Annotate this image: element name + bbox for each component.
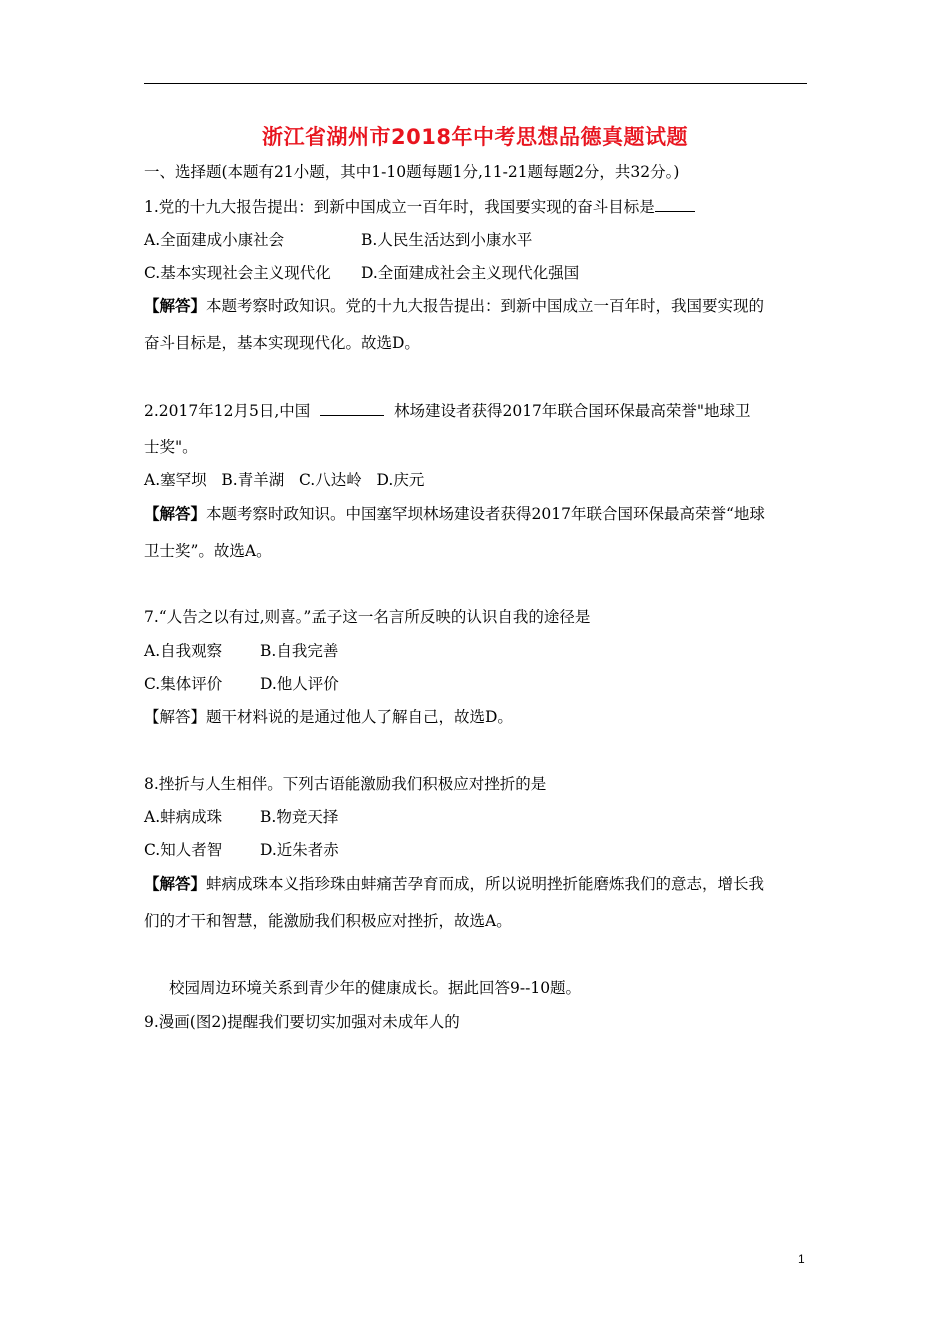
header-rule [144, 83, 807, 84]
question-8-answer [144, 874, 764, 894]
question-8-option-c: C.知人者智 [144, 841, 223, 859]
question-8-option-d: D.近朱者赤 [260, 841, 339, 859]
section-header: 一、选择题(本题有21小题，其中1-10题每题1分,11-21题每题2分，共32分。) [144, 163, 680, 181]
question-1-text: 1.党的十九大报告提出：到新中国成立一百年时，我国要实现的奋斗目标是 [144, 198, 655, 216]
question-2-answer-cont: 卫士奖”。故选A。 [144, 542, 272, 560]
question-2-stem [144, 401, 751, 421]
question-8-option-a: A.蚌病成珠 [144, 808, 223, 826]
answer-text: 蚌病成珠本义指珍珠由蚌痛苦孕育而成，所以说明挫折能磨炼我们的意志，增长我 [206, 875, 765, 893]
question-8-stem: 8.挫折与人生相伴。下列古语能激励我们积极应对挫折的是 [144, 775, 547, 793]
question-7-stem: 7.“人告之以有过,则喜。”孟子这一名言所反映的认识自我的途径是 [144, 608, 591, 626]
answer-blank [320, 401, 384, 416]
question-2-text-pre: 2.2017年12月5日,中国 [144, 402, 311, 420]
page-number: 1 [798, 1252, 805, 1266]
question-2-answer [144, 504, 765, 524]
question-7-answer: 【解答】题干材料说的是通过他人了解自己，故选D。 [144, 708, 513, 726]
question-1-answer [144, 296, 764, 316]
answer-blank [655, 197, 695, 212]
question-9-stem: 9.漫画(图2)提醒我们要切实加强对未成年人的 [144, 1013, 460, 1031]
question-2-options: A.塞罕坝 B.青羊湖 C.八达岭 D.庆元 [144, 471, 425, 489]
answer-text: 本题考察时政知识。中国塞罕坝林场建设者获得2017年联合国环保最高荣誉“地球 [206, 505, 765, 523]
question-1-stem [144, 197, 695, 217]
question-2-text-post: 林场建设者获得2017年联合国环保最高荣誉"地球卫 [393, 402, 751, 420]
question-7-option-d: D.他人评价 [260, 675, 339, 693]
answer-label: 【解答】 [144, 874, 207, 893]
answer-label: 【解答】 [144, 296, 207, 315]
question-2-stem-cont: 士奖"。 [144, 438, 198, 456]
answer-label: 【解答】 [144, 504, 207, 523]
question-8-option-b: B.物竞天择 [260, 808, 339, 826]
question-7-option-b: B.自我完善 [260, 642, 339, 660]
document-title: 浙江省湖州市2018年中考思想品德真题试题 [262, 125, 688, 149]
context-paragraph: 校园周边环境关系到青少年的健康成长。据此回答9--10题。 [169, 979, 582, 997]
question-1-answer-cont: 奋斗目标是，基本实现现代化。故选D。 [144, 334, 420, 352]
question-8-answer-cont: 们的才干和智慧，能激励我们积极应对挫折，故选A。 [144, 912, 512, 930]
question-1-option-c: C.基本实现社会主义现代化 [144, 264, 331, 282]
question-7-option-c: C.集体评价 [144, 675, 223, 693]
question-7-option-a: A.自我观察 [144, 642, 223, 660]
answer-text: 本题考察时政知识。党的十九大报告提出：到新中国成立一百年时，我国要实现的 [206, 297, 765, 315]
question-1-option-b: B.人民生活达到小康水平 [361, 231, 533, 249]
question-1-option-d: D.全面建成社会主义现代化强国 [361, 264, 580, 282]
question-1-option-a: A.全面建成小康社会 [144, 231, 285, 249]
